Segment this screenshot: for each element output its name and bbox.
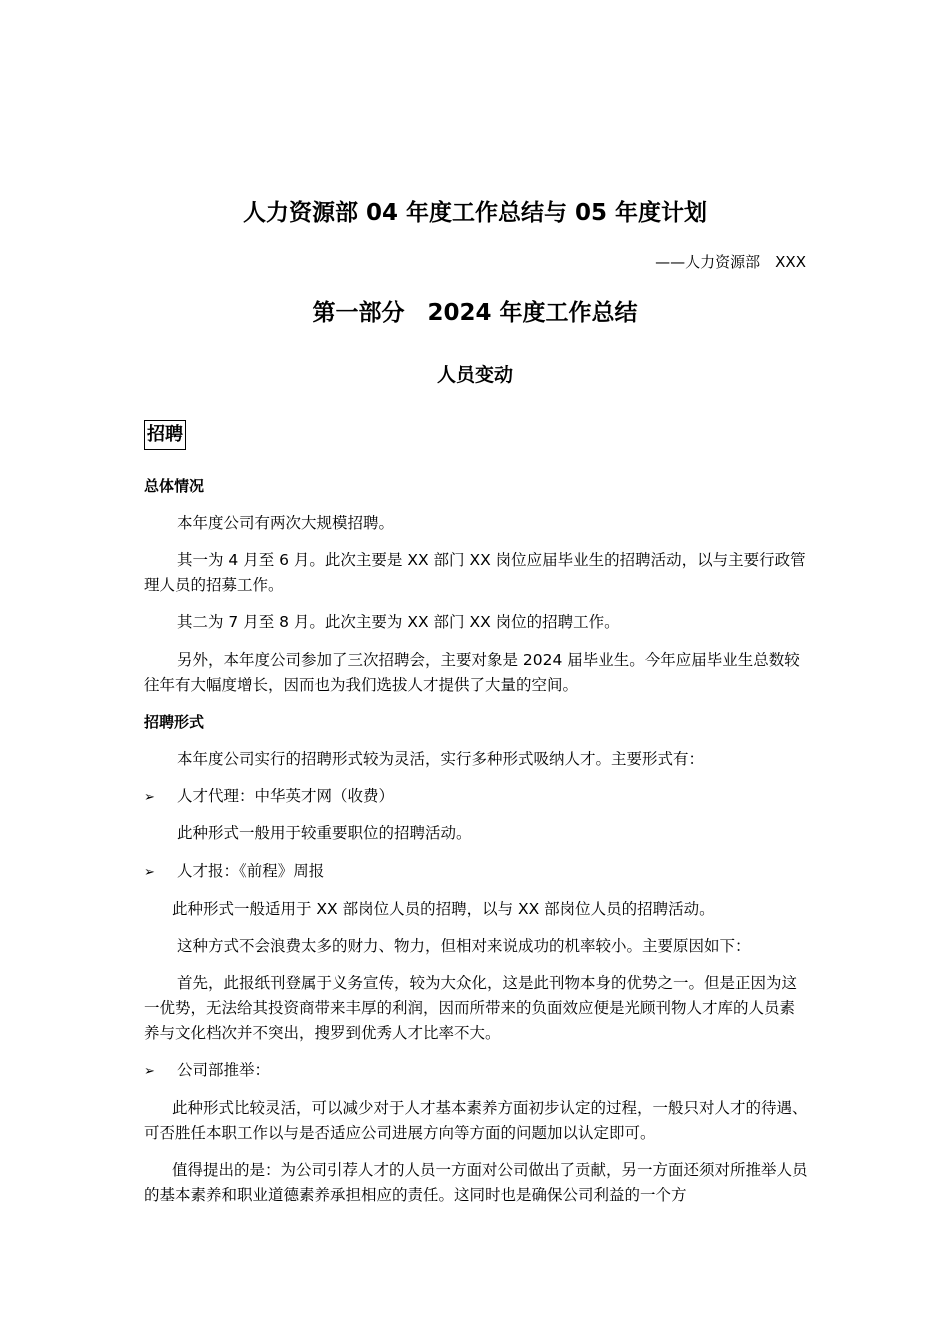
- arrow-bullet-icon: ➢: [144, 865, 155, 880]
- subheading-forms: 招聘形式: [144, 713, 205, 731]
- paragraph: 其一为 4 月至 6 月。此次主要是 XX 部门 XX 岗位应届毕业生的招聘活动，以与主要行政管理人员的招募工作。: [144, 551, 806, 594]
- part-title: 第一部分 2024 年度工作总结: [312, 300, 638, 326]
- paragraph: 这种方式不会浪费太多的财力、物力，但相对来说成功的机率较小。主要原因如下：: [177, 937, 751, 955]
- bullet-text: 人才报：《前程》周报: [177, 862, 325, 880]
- bullet-text: 公司部推举：: [177, 1061, 271, 1079]
- section-title: 人员变动: [436, 364, 513, 386]
- document-title: 人力资源部 04 年度工作总结与 05 年度计划: [242, 200, 708, 226]
- paragraph: 本年度公司有两次大规模招聘。: [177, 514, 395, 532]
- bullet-text: 人才代理：中华英才网（收费）: [177, 787, 395, 805]
- arrow-bullet-icon: ➢: [144, 790, 155, 805]
- bullet-item: [144, 784, 394, 810]
- bullet-item: [144, 859, 324, 885]
- paragraph: 本年度公司实行的招聘形式较为灵活，实行多种形式吸纳人才。主要形式有：: [177, 750, 705, 768]
- paragraph: 此种形式一般适用于 XX 部岗位人员的招聘，以与 XX 部岗位人员的招聘活动。: [172, 900, 715, 918]
- subheading-overall: 总体情况: [144, 477, 205, 495]
- paragraph: 此种形式一般用于较重要职位的招聘活动。: [177, 824, 472, 842]
- bullet-item: [144, 1058, 270, 1084]
- paragraph: 此种形式比较灵活，可以减少对于人才基本素养方面初步认定的过程，一般只对人才的待遇、可否胜任本职工作以与是否适应公司进展方向等方面的问题加以认定即可。: [144, 1099, 808, 1142]
- paragraph: 另外，本年度公司参加了三次招聘会，主要对象是 2024 届毕业生。今年应届毕业生总数较往年有大幅度增长，因而也为我们选拔人才提供了大量的空间。: [144, 651, 800, 694]
- author-byline: ——人力资源部 XXX: [655, 253, 806, 271]
- paragraph: 其二为 7 月至 8 月。此次主要为 XX 部门 XX 岗位的招聘工作。: [177, 613, 620, 631]
- arrow-bullet-icon: ➢: [144, 1064, 155, 1079]
- paragraph: 值得提出的是：为公司引荐人才的人员一方面对公司做出了贡献，另一方面还须对所推举人员的基本素养和职业道德素养承担相应的责任。这同时也是确保公司利益的一个方: [144, 1161, 808, 1204]
- recruitment-heading: 招聘: [144, 420, 186, 450]
- paragraph: 首先，此报纸刊登属于义务宣传，较为大众化，这是此刊物本身的优势之一。但是正因为这一优势，无法给其投资商带来丰厚的利润，因而所带来的负面效应便是光顾刊物人才库的人员素养与文化档次并不突出，搜罗到优秀人才比率不大。: [144, 974, 798, 1042]
